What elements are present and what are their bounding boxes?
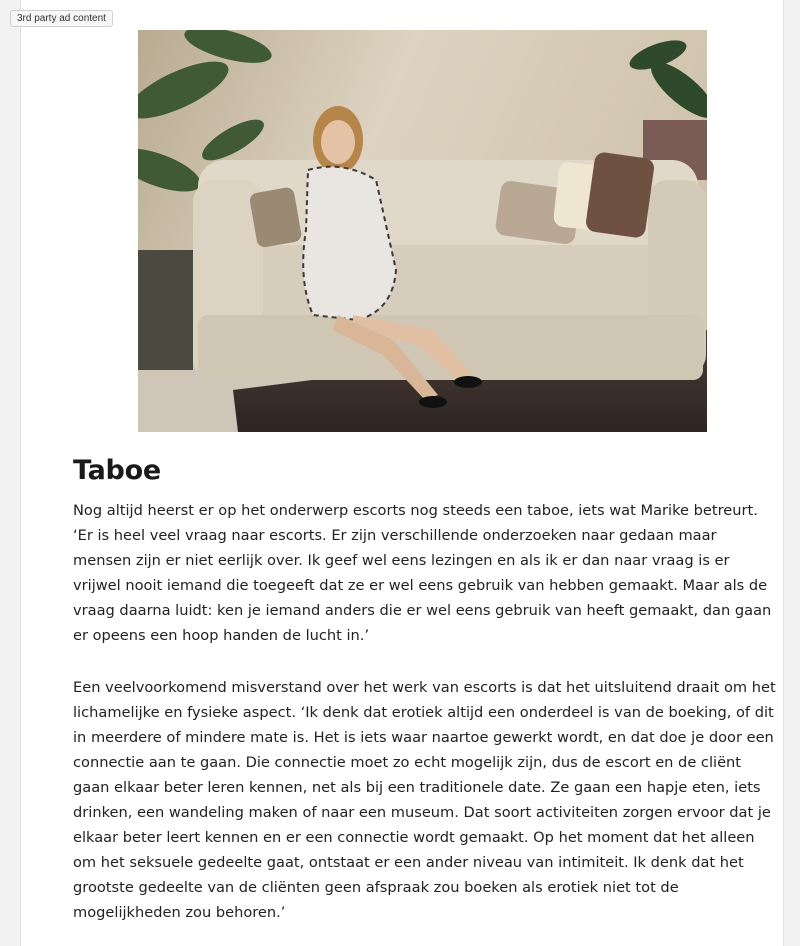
article-paragraph-2: Een veelvoorkomend misverstand over het werk van escorts is dat het uitsluitend draait om het lichamelijke en fysieke aspect. ‘Ik denk dat erotiek altijd een onderdeel is van de boeking, of dit in meerdere of mindere mate is. Het is iets waar naartoe gewerkt wordt, en dat doe je door een connectie aan te gaan. Die connectie moet zo echt mogelijk zijn, dus de escort en de cliënt gaan elkaar beter leren kennen, net als bij een traditionele date. Ze gaan een hapje eten, iets drinken, een wandeling maken of naar een museum. Dat soort activiteiten zorgen ervoor dat je elkaar beter leert kennen en er een connectie wordt gemaakt. Op het moment dat het alleen om het seksuele gedeelte gaat, ontstaat er een ander niveau van intimiteit. Ik denk dat het grootste gedeelte van de cliënten geen afspraak zou boeken als erotiek niet tot de mogelijkheden zou behoren.’ <box>73 679 776 921</box>
article-photo <box>138 30 707 432</box>
article-card <box>20 0 784 946</box>
ad-content-label[interactable]: 3rd party ad content <box>10 10 113 27</box>
article-paragraph-1: Nog altijd heerst er op het onderwerp escorts nog steeds een taboe, iets wat Marike betreurt. ‘Er is heel veel vraag naar escorts. Er zijn verschillende onderzoeken naar gedaan maar mensen zijn er niet eerlijk over. Ik geef wel eens lezingen en als ik er dan naar vraag is er vrijwel nooit iemand die toegeeft dat ze er wel eens gebruik van hebben gemaakt. Maar als de vraag daarna luidt: ken je iemand anders die er wel eens gebruik van heeft gemaakt, dan gaan er opeens een hoop handen de lucht in.’ <box>73 502 772 644</box>
photo-illustration <box>138 30 707 432</box>
section-heading: Taboe <box>73 455 161 486</box>
